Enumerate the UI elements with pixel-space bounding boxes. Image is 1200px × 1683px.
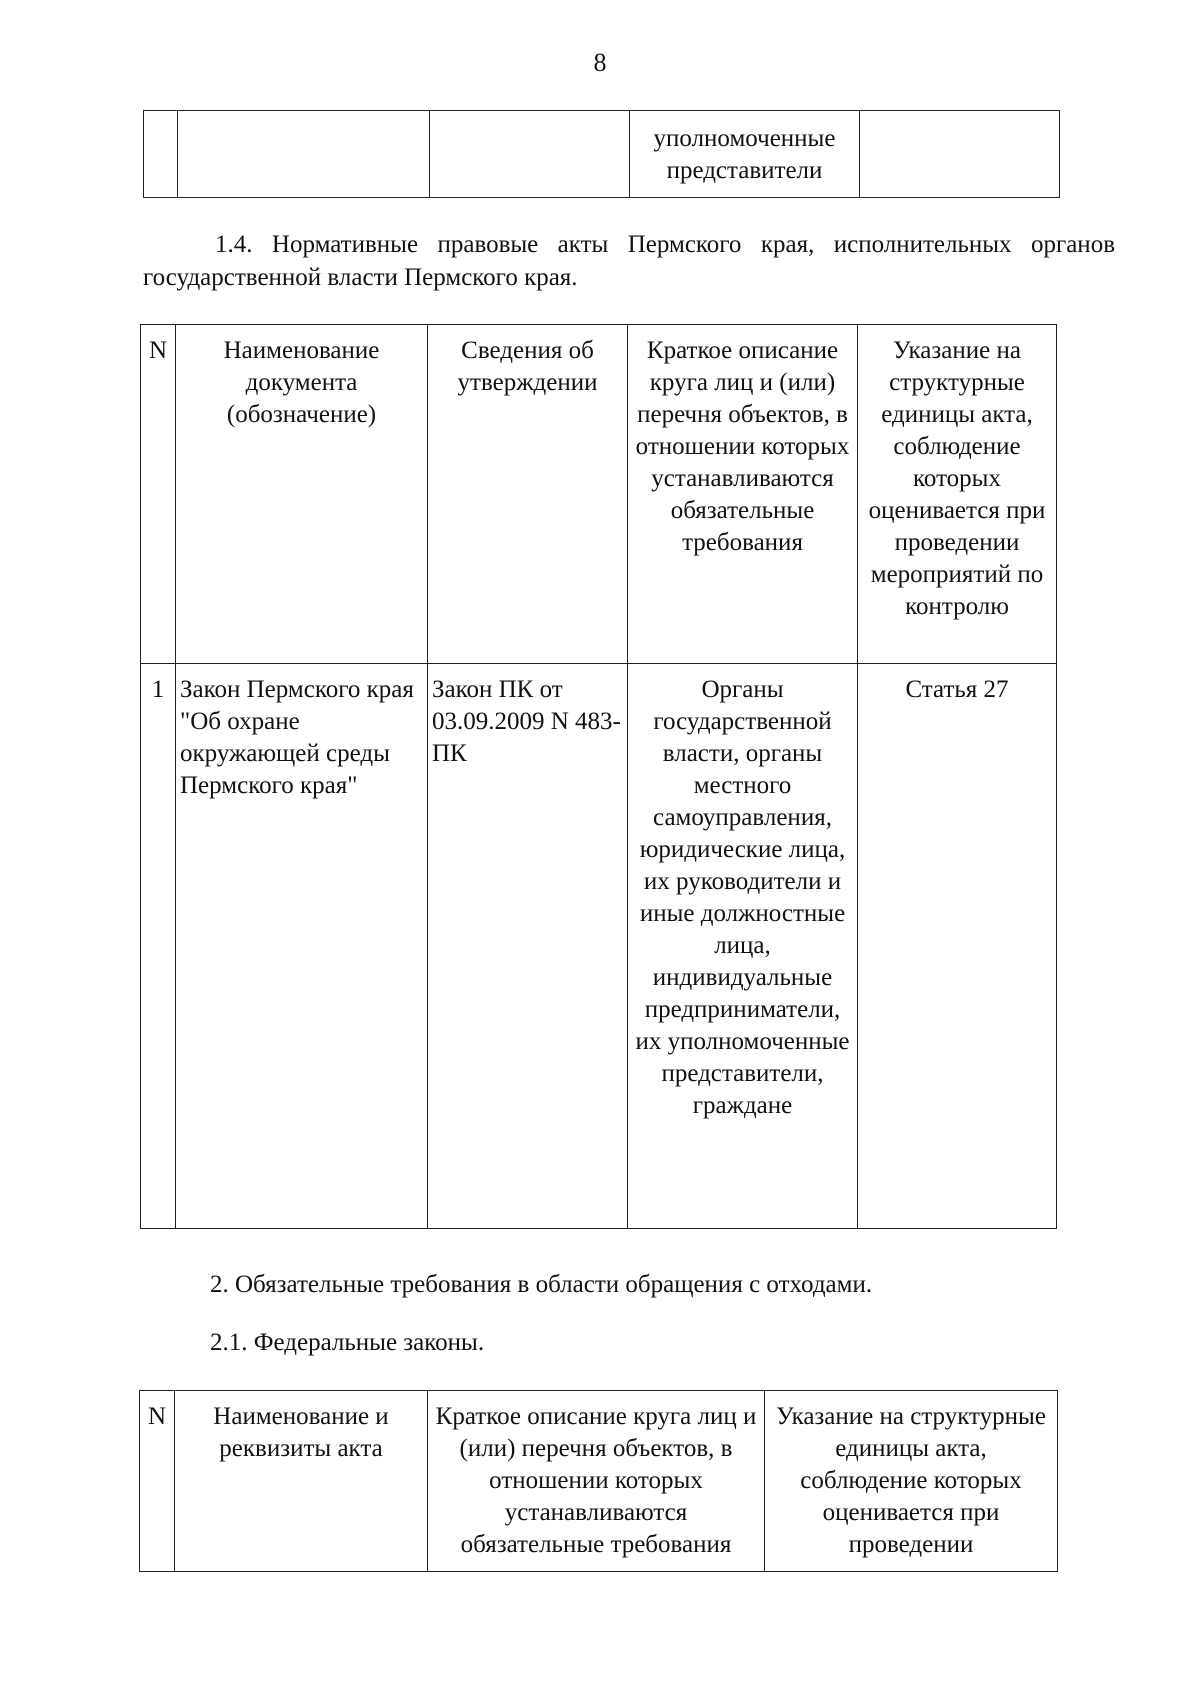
- table-cell-description: Органы государственной власти, органы местного самоуправления, юридические лица, их руководители и иные должностные лица, индивидуальные предприниматели, их уполномоченные представители, граждане: [628, 664, 858, 1229]
- section-2-heading: 2. Обязательные требования в области обращения с отходами.: [210, 1271, 873, 1298]
- table-cell-name: Закон Пермского края "Об охране окружающей среды Пермского края": [176, 664, 428, 1229]
- column-header-approval: Сведения об утверждении: [428, 325, 628, 664]
- table-cell-approval: Закон ПК от 03.09.2009 N 483-ПК: [428, 664, 628, 1229]
- table-continuation: [143, 110, 1060, 198]
- column-header-units: Указание на структурные единицы акта, соблюдение которых оценивается при проведении: [765, 1391, 1058, 1572]
- table-header-row: [141, 325, 1057, 664]
- column-header-n: N: [141, 325, 176, 664]
- section-2-1-heading: 2.1. Федеральные законы.: [210, 1329, 485, 1356]
- table-header-row: [140, 1391, 1058, 1572]
- table-cell: [430, 111, 630, 198]
- table-cell: уполномоченные представители: [630, 111, 860, 198]
- column-header-description: Краткое описание круга лиц и (или) перечня объектов, в отношении которых устанавливаются обязательные требования: [628, 325, 858, 664]
- table-row: [144, 111, 1060, 198]
- table-row: [141, 664, 1057, 1229]
- table-cell: [860, 111, 1060, 198]
- table-cell: [178, 111, 430, 198]
- column-header-n: N: [140, 1391, 175, 1572]
- page-number: 8: [593, 48, 607, 77]
- table-cell-n: 1: [141, 664, 176, 1229]
- table-2-1: [139, 1390, 1058, 1572]
- table-1-4: [140, 324, 1057, 1229]
- column-header-description: Краткое описание круга лиц и (или) перечня объектов, в отношении которых устанавливаются обязательные требования: [428, 1391, 765, 1572]
- column-header-units: Указание на структурные единицы акта, соблюдение которых оценивается при проведении мероприятий по контролю: [858, 325, 1057, 664]
- table-cell-units: Статья 27: [858, 664, 1057, 1229]
- column-header-act: Наименование и реквизиты акта: [175, 1391, 428, 1572]
- column-header-name: Наименование документа (обозначение): [176, 325, 428, 664]
- table-cell: [144, 111, 178, 198]
- section-1-4-heading: 1.4. Нормативные правовые акты Пермского края, исполнительных органов государственной власти Пермского края.: [143, 231, 1115, 291]
